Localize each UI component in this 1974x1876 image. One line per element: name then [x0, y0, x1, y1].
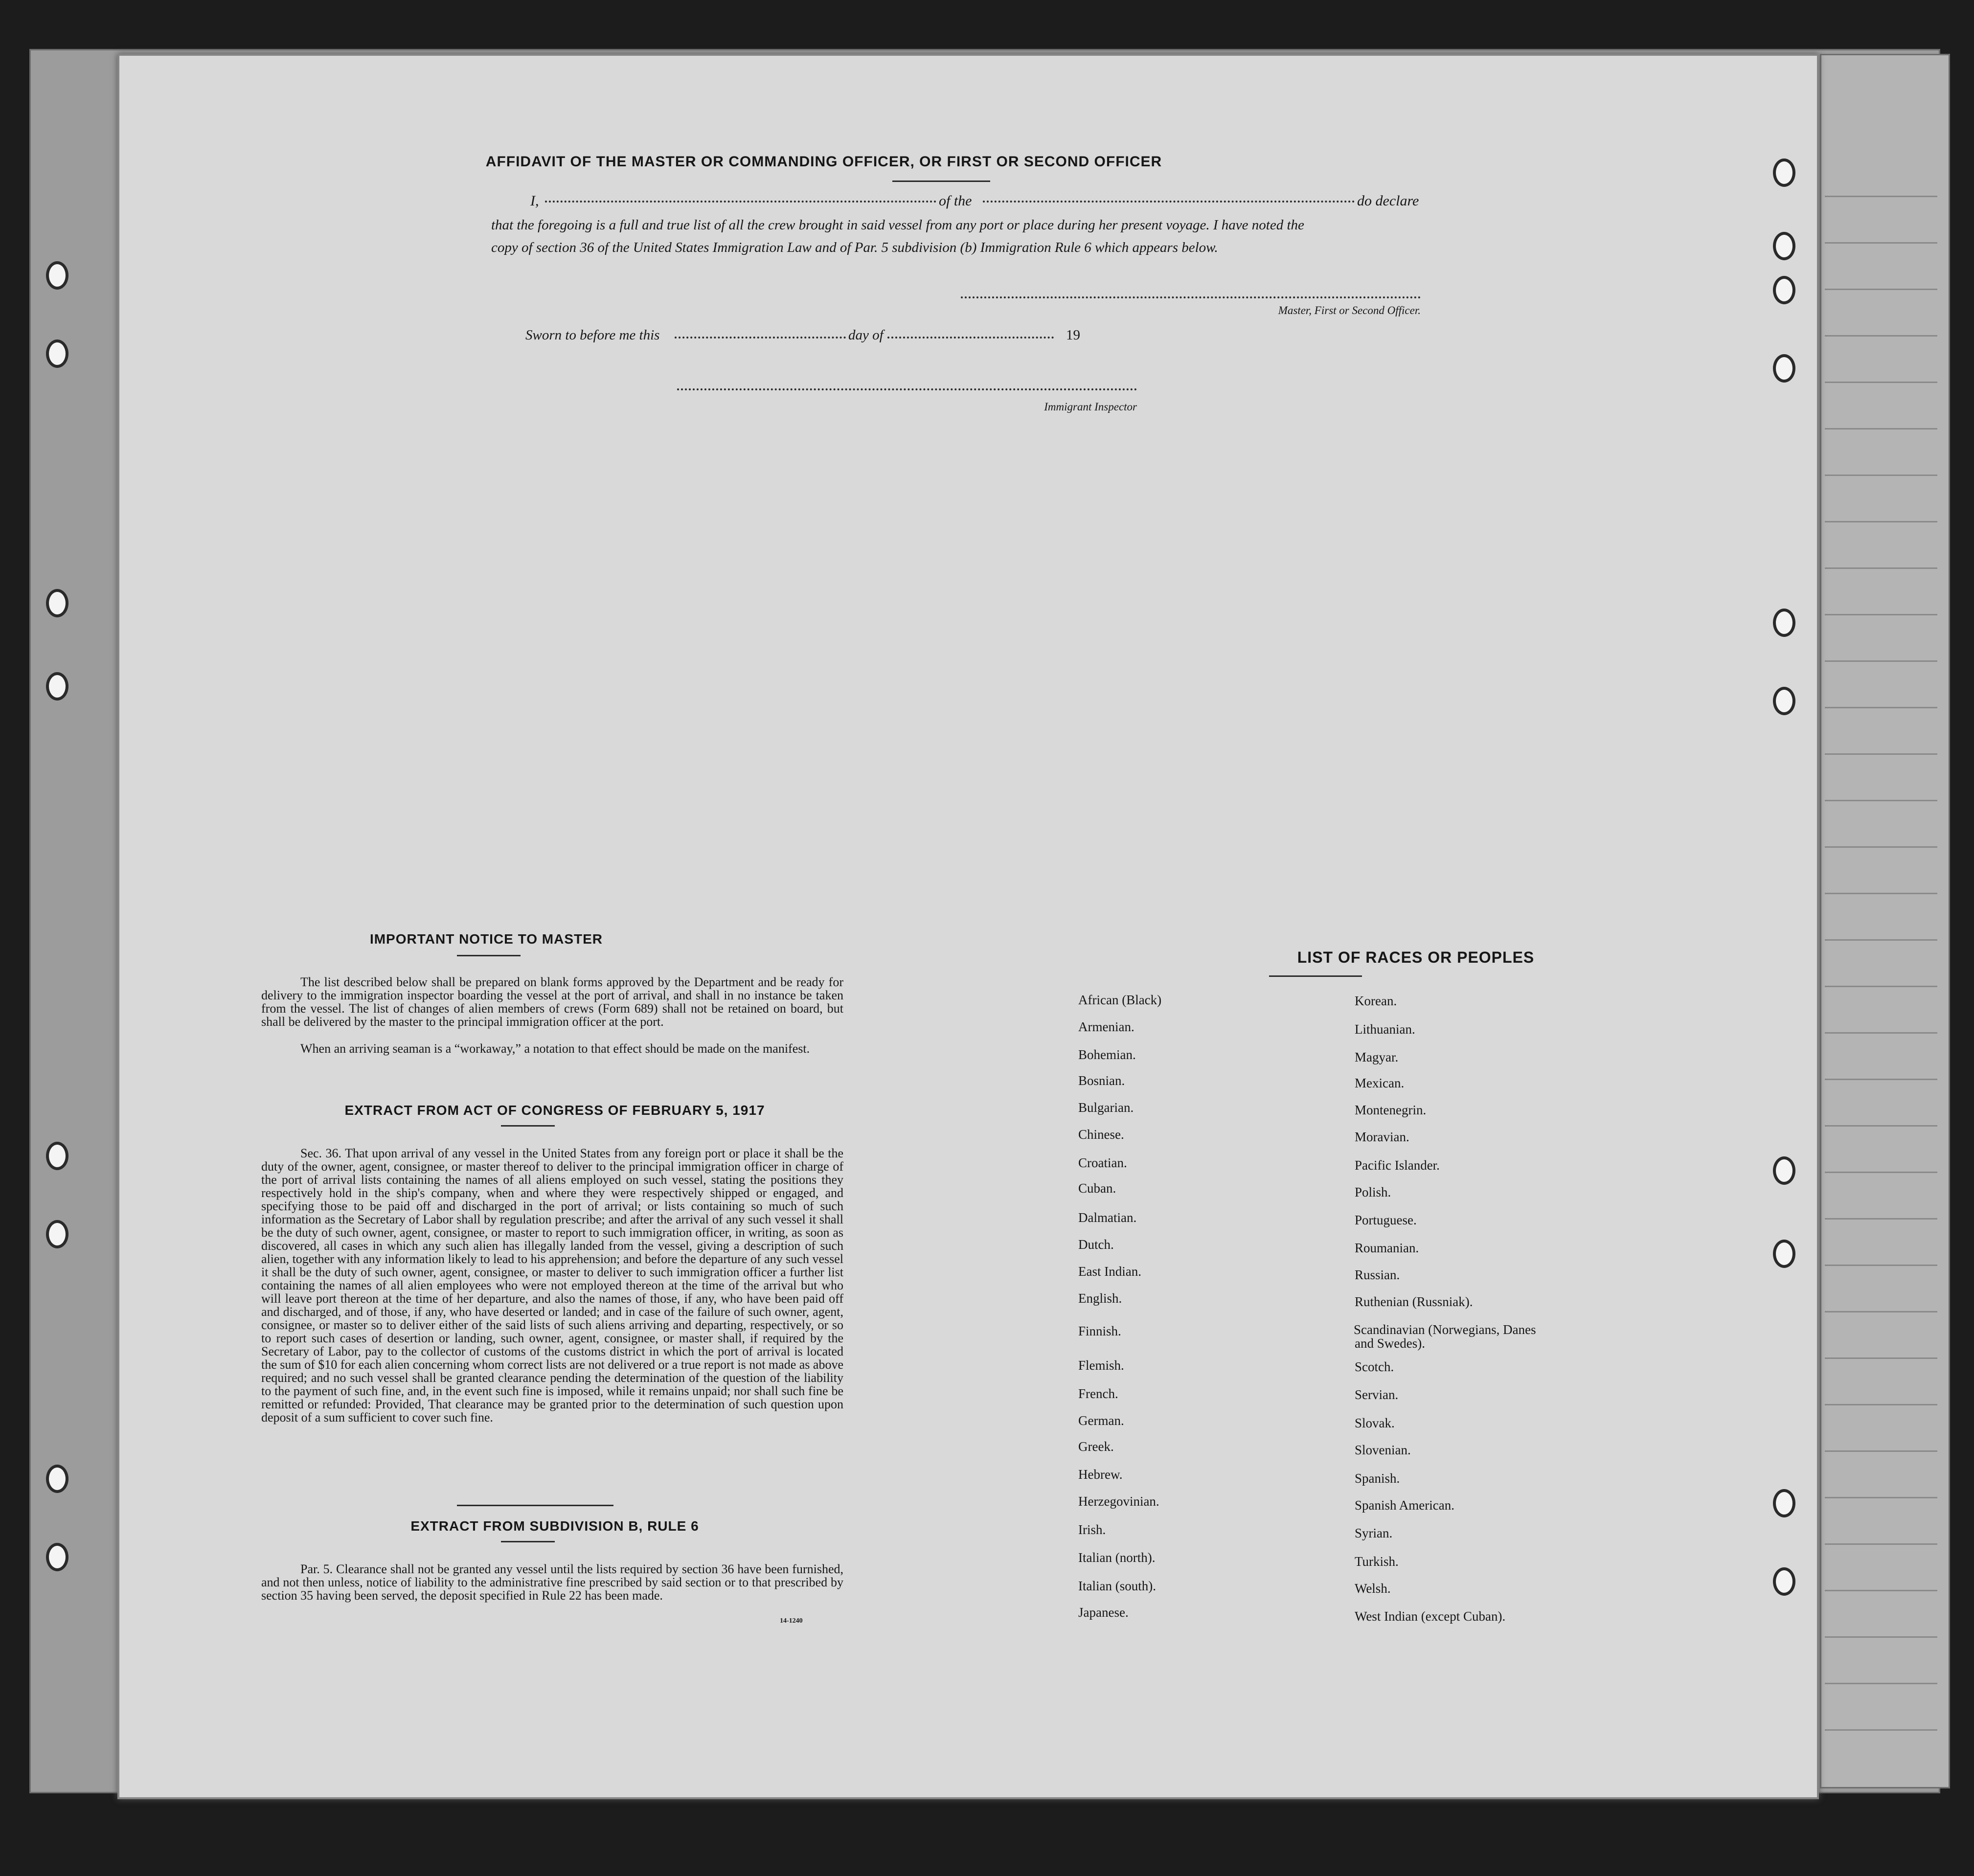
race-item: Chinese.	[1078, 1127, 1124, 1142]
sworn-day-field[interactable]	[675, 337, 846, 339]
race-item: Lithuanian.	[1355, 1022, 1415, 1037]
punch-hole	[46, 1220, 68, 1248]
race-item: Armenian.	[1078, 1019, 1134, 1034]
race-item: Slovenian.	[1355, 1443, 1411, 1457]
punch-hole	[1773, 354, 1795, 383]
race-item: Scandinavian (Norwegians, Danes and Swedes).	[1354, 1322, 1536, 1351]
race-item: African (Black)	[1078, 993, 1162, 1007]
ruled-line	[1825, 1311, 1937, 1312]
race-item: Polish.	[1355, 1185, 1391, 1199]
punch-hole	[46, 672, 68, 701]
race-item: Japanese.	[1078, 1605, 1129, 1620]
race-item: Bulgarian.	[1078, 1100, 1134, 1115]
ruled-line	[1825, 1218, 1937, 1220]
race-item: German.	[1078, 1413, 1124, 1428]
year-prefix: 19	[1066, 327, 1080, 343]
ruled-line	[1825, 1497, 1937, 1498]
punch-hole	[1773, 1156, 1795, 1185]
notice-body: The list described below shall be prepared on blank forms approved by the Department and be ready for delivery to the immigration inspector boarding the vessel at the port of arrival, and shall in no instance be taken from the vessel. The list of changes of alien members of crews (Form 689) shall not be retained on board, but shall be delivered by the master to the principal immigration officer at the port.	[261, 975, 843, 1029]
act-rule	[501, 1125, 555, 1127]
race-item: Servian.	[1355, 1387, 1399, 1402]
ruled-line	[1825, 1265, 1937, 1266]
master-signature-field[interactable]	[961, 296, 1421, 298]
race-item: Bosnian.	[1078, 1073, 1125, 1088]
punch-hole	[46, 1543, 68, 1571]
race-item: Turkish.	[1355, 1554, 1399, 1569]
title-rule	[892, 181, 990, 182]
sworn-text: Sworn to before me this	[525, 327, 660, 343]
section-divider	[457, 1505, 613, 1506]
ruled-line	[1825, 1450, 1937, 1452]
form-number: 14-1240	[780, 1617, 803, 1625]
punch-hole	[1773, 1240, 1795, 1268]
race-item: Ruthenian (Russniak).	[1355, 1294, 1473, 1309]
race-item: Spanish.	[1355, 1471, 1400, 1486]
punch-hole	[1773, 609, 1795, 637]
race-item: Welsh.	[1355, 1581, 1391, 1596]
ruled-line	[1825, 1729, 1937, 1731]
race-item: Scotch.	[1355, 1359, 1394, 1374]
ruled-line	[1825, 382, 1937, 383]
inspector-caption: Immigrant Inspector	[1044, 401, 1137, 413]
ruled-line	[1825, 1683, 1937, 1684]
race-item: Croatian.	[1078, 1155, 1127, 1170]
ruled-line	[1825, 521, 1937, 522]
punch-hole	[1773, 232, 1795, 260]
rule-title: EXTRACT FROM SUBDIVISION B, RULE 6	[410, 1518, 699, 1534]
race-item: Russian.	[1355, 1267, 1400, 1282]
rule-body: Par. 5. Clearance shall not be granted any vessel until the lists required by section 36 have been furnished, and not then unless, notice of liability to the administrative fine prescribed by said section or to that prescribed by section 35 having been served, the deposit specified in Rule 22 has been made.	[261, 1562, 843, 1603]
punch-hole	[46, 1465, 68, 1493]
race-item: Mexican.	[1355, 1076, 1405, 1090]
race-item: Cuban.	[1078, 1181, 1116, 1196]
race-item: Finnish.	[1078, 1324, 1121, 1338]
races-rule	[1269, 975, 1362, 977]
ruled-line	[1825, 939, 1937, 941]
rule-rule	[501, 1541, 555, 1542]
ruled-line	[1825, 335, 1937, 337]
punch-hole	[1773, 1567, 1795, 1596]
race-item: Slovak.	[1355, 1416, 1395, 1430]
name-field[interactable]	[545, 201, 936, 203]
form-page	[117, 54, 1819, 1799]
ruled-line	[1825, 753, 1937, 755]
ruled-line	[1825, 1079, 1937, 1080]
ruled-line	[1825, 614, 1937, 615]
ruled-line	[1825, 242, 1937, 244]
punch-hole	[1773, 1489, 1795, 1517]
inspector-signature-field[interactable]	[677, 388, 1137, 390]
race-item: Italian (south).	[1078, 1579, 1156, 1593]
race-item: Greek.	[1078, 1439, 1114, 1454]
notice-title: IMPORTANT NOTICE TO MASTER	[369, 931, 603, 947]
underlying-page-edge	[1820, 54, 1950, 1788]
race-item: Korean.	[1355, 994, 1397, 1008]
ruled-line	[1825, 986, 1937, 987]
vessel-field[interactable]	[983, 201, 1355, 203]
race-item: Hebrew.	[1078, 1467, 1123, 1482]
race-item: Dalmatian.	[1078, 1210, 1137, 1225]
affidavit-line3: copy of section 36 of the United States Immigration Law and of Par. 5 subdivision (b) Immigration Rule 6 which appears below.	[491, 240, 1218, 255]
race-item: Italian (north).	[1078, 1550, 1156, 1565]
race-item: Syrian.	[1355, 1526, 1393, 1540]
punch-hole	[1773, 687, 1795, 715]
race-item: Roumanian.	[1355, 1241, 1419, 1255]
master-caption: Master, First or Second Officer.	[1278, 304, 1421, 316]
punch-hole	[46, 261, 68, 290]
ruled-line	[1825, 893, 1937, 894]
race-item: Herzegovinian.	[1078, 1494, 1159, 1509]
race-item: Montenegrin.	[1355, 1103, 1427, 1117]
ruled-line	[1825, 196, 1937, 197]
races-title: LIST OF RACES OR PEOPLES	[1297, 949, 1535, 966]
act-body: Sec. 36. That upon arrival of any vessel in the United States from any foreign port or place it shall be the duty of the owner, agent, consignee, or master thereof to deliver to the principal immigration officer in charge of the port of arrival lists containing the names of all aliens employed on such vessel, stating the positions they respectively hold in the ship's company, when and where they were respectively shipped or engaged, and specifying those to be paid off and discharged in the port of arrival; or lists containing so much of such information as the Secretary of Labor shall by regulation prescribe; and after the arrival of any such vessel it shall be the duty of such owner, agent, consignee, or master to report to such immigration officer, in writing, as soon as discovered, all cases in which any such alien has illegally landed from the vessel, giving a description of such alien, together with any information likely to lead to his apprehension; and before the departure of any such vessel it shall be the duty of such owner, agent, consignee, or master to deliver to such immigration officer a further list containing the names of all alien employees who were not employed thereon at the time of the arrival but who will leave port thereon at the time of her departure, and also the names of those, if any, who have been paid off and discharged, and of those, if any, who have deserted or landed; and in case of the failure of such owner, agent, consignee, or master so to deliver either of the said lists of such aliens arriving and departing, respectively, or so to report such cases of desertion or landing, such owner, agent, consignee, or master shall, if required by the Secretary of Labor, pay to the collector of customs of the customs district in which the port of arrival is located the sum of $10 for each alien concerning whom correct lists are not delivered or a true report is not made as above required; and no such vessel shall be granted clearance pending the determination of the question of the liability to the payment of such fine, and, in the event such fine is imposed, while it remains unpaid; nor shall such fine be remitted or refunded: Provided, That clearance may be granted prior to the determination of such question upon deposit of a sum sufficient to cover such fine.	[261, 1146, 843, 1424]
ruled-line	[1825, 846, 1937, 848]
punch-hole	[46, 1142, 68, 1170]
race-item: East Indian.	[1078, 1264, 1141, 1279]
affidavit-line2: that the foregoing is a full and true list of all the crew brought in said vessel from any port or place during her present voyage. I have noted the	[491, 217, 1304, 233]
punch-hole	[1773, 276, 1795, 304]
ruled-line	[1825, 707, 1937, 708]
ruled-line	[1825, 1404, 1937, 1405]
race-item: Dutch.	[1078, 1237, 1114, 1252]
race-item: French.	[1078, 1386, 1118, 1401]
race-item: Portuguese.	[1355, 1213, 1417, 1227]
race-item: West Indian (except Cuban).	[1355, 1609, 1506, 1624]
day-of-text: day of	[848, 327, 884, 343]
notice-workaway: When an arriving seaman is a “workaway,” a notation to that effect should be made on the manifest.	[300, 1041, 810, 1056]
act-title: EXTRACT FROM ACT OF CONGRESS OF FEBRUARY 5, 1917	[344, 1103, 765, 1118]
ruled-line	[1825, 1590, 1937, 1591]
punch-hole	[46, 589, 68, 617]
race-item: Irish.	[1078, 1522, 1106, 1537]
ruled-line	[1825, 428, 1937, 429]
ruled-line	[1825, 1032, 1937, 1034]
race-item: Pacific Islander.	[1355, 1158, 1440, 1173]
affidavit-of-the: of the	[939, 193, 972, 209]
punch-hole	[1773, 158, 1795, 187]
ruled-line	[1825, 289, 1937, 290]
ruled-line	[1825, 1636, 1937, 1638]
ruled-line	[1825, 1125, 1937, 1127]
race-item: Spanish American.	[1355, 1498, 1454, 1513]
ruled-line	[1825, 475, 1937, 476]
ruled-line	[1825, 567, 1937, 569]
ruled-line	[1825, 1543, 1937, 1545]
affidavit-title: AFFIDAVIT OF THE MASTER OR COMMANDING OFFICER, OR FIRST OR SECOND OFFICER	[485, 154, 1162, 170]
race-item: Bohemian.	[1078, 1047, 1136, 1062]
notice-rule	[457, 955, 521, 956]
ruled-line	[1825, 1172, 1937, 1173]
race-item: Moravian.	[1355, 1130, 1409, 1144]
race-item: Flemish.	[1078, 1358, 1124, 1373]
punch-hole	[46, 339, 68, 368]
race-item: Magyar.	[1355, 1050, 1399, 1064]
race-item: English.	[1078, 1291, 1122, 1306]
affidavit-do-declare: do declare	[1357, 193, 1419, 209]
sworn-month-field[interactable]	[887, 337, 1054, 339]
ruled-line	[1825, 800, 1937, 801]
affidavit-i-prefix: I,	[530, 193, 539, 209]
ruled-line	[1825, 1357, 1937, 1359]
ruled-line	[1825, 660, 1937, 662]
